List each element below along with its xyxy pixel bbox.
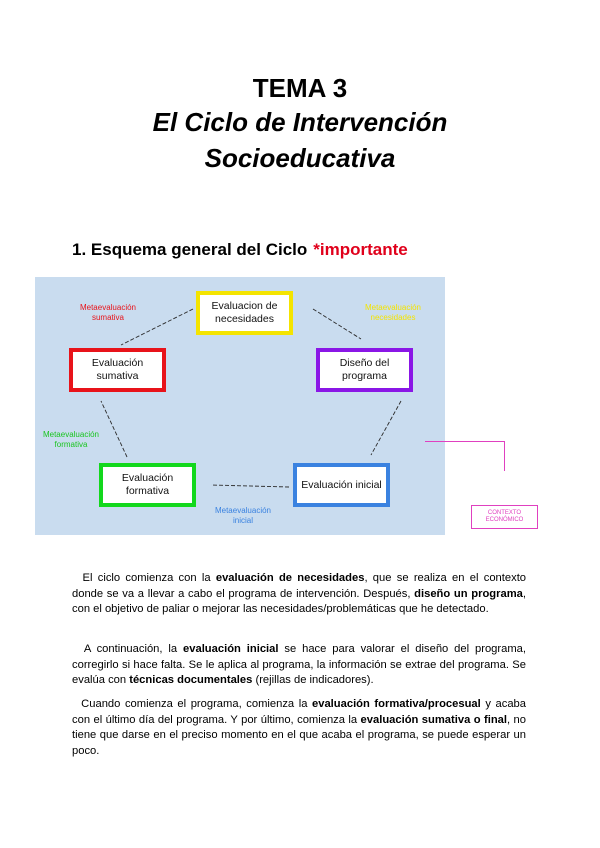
section-heading — [72, 240, 408, 260]
box-evaluacion-inicial: Evaluación inicial — [293, 463, 390, 507]
title-line-2: Socioeducativa — [204, 143, 396, 173]
meta-diseno-label: Metaevaluación necesidades — [364, 303, 422, 322]
annotation-line-vertical — [504, 441, 505, 471]
body-text: A continuación, la — [83, 643, 184, 656]
emphasis-text: evaluación formativa/procesual — [312, 698, 481, 711]
box-diseno-programa: Diseño del programa — [316, 348, 413, 392]
document-title — [0, 72, 600, 176]
emphasis-text: técnicas documentales — [129, 674, 253, 687]
paragraph-2 — [72, 642, 526, 689]
body-text: , no tiene que darse en el preciso momento en el que acaba el programa, se puede esperar un poco. — [72, 713, 526, 757]
cycle-diagram — [35, 277, 445, 535]
line-diseno-inicial — [371, 401, 401, 455]
section-heading-text: 1. Esquema general del Ciclo — [72, 240, 308, 259]
paragraph-3 — [72, 697, 526, 759]
emphasis-text: evaluación de necesidades — [215, 572, 365, 585]
paragraph-1 — [72, 571, 526, 618]
meta-sumativa-label: Metaevaluación sumativa — [79, 303, 137, 322]
line-inicial-formativa — [211, 485, 289, 487]
meta-inicial-label: Metaevaluación inicial — [214, 506, 272, 525]
emphasis-text: diseño un programa — [414, 587, 523, 600]
body-text: y acaba con el último día del programa. Y por último, comienza la — [72, 698, 526, 726]
body-text: El ciclo comienza con la — [82, 572, 216, 585]
important-tag: *importante — [313, 240, 408, 259]
context-note-box: CONTEXTO ECONÓMICO — [471, 505, 538, 529]
emphasis-text: evaluación sumativa o final — [360, 713, 507, 726]
title-line-1: El Ciclo de Intervención — [152, 107, 448, 137]
annotation-line-horizontal — [425, 441, 505, 442]
box-evaluacion-necesidades: Evaluacion de necesidades — [196, 291, 293, 335]
box-evaluacion-sumativa: Evaluación sumativa — [69, 348, 166, 392]
title-topic: TEMA 3 — [252, 73, 348, 103]
body-text: se hace para valorar el diseño del programa, corregirlo si hace falta. Se le aplica al programa, la información se extrae del programa. Se evalúa con — [72, 643, 526, 687]
body-text: Cuando comienza el programa, comienza la — [81, 698, 313, 711]
body-text: , con el objetivo de paliar o mejorar las necesidades/problemáticas que he detectado. — [72, 587, 526, 616]
meta-formativa-label: Metaevaluación formativa — [42, 430, 100, 449]
body-text: , que se realiza en el contexto donde se va a llevar a cabo el programa de intervención. Después, — [72, 572, 527, 600]
emphasis-text: evaluación inicial — [183, 643, 279, 656]
body-text: (rejillas de indicadores). — [252, 674, 374, 687]
box-evaluacion-formativa: Evaluación formativa — [99, 463, 196, 507]
